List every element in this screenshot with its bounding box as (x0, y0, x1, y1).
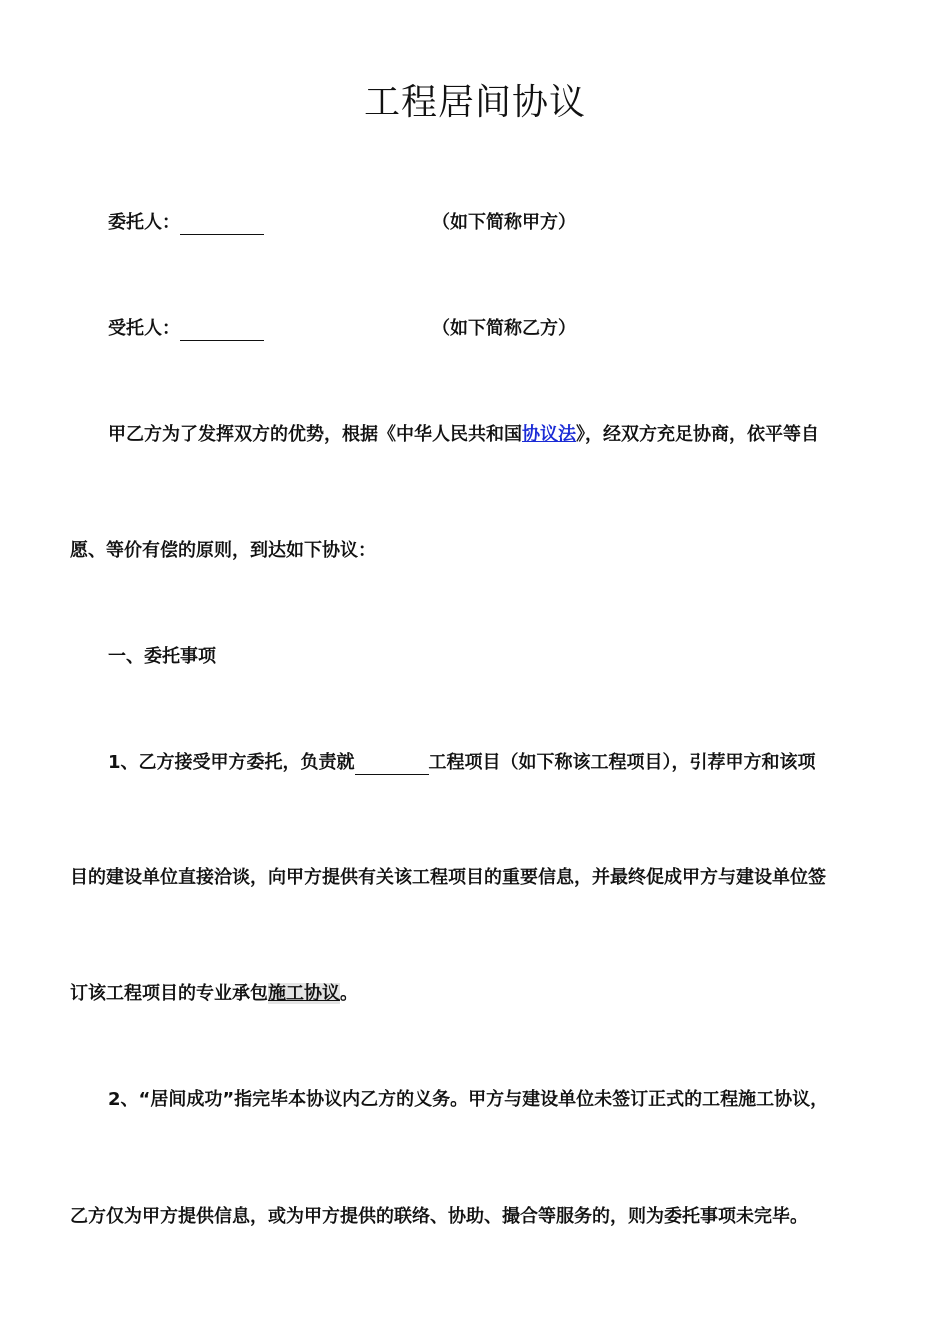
party-b-blank (180, 320, 264, 341)
item-2-line-1: 2、“居间成功”指完毕本协议内乙方的义务。甲方与建设单位未签订正式的工程施工协议， (108, 1089, 829, 1110)
intro-text-2: 》，经双方充足协商，依平等自 (576, 424, 819, 445)
item-1-line-2: 目的建设单位直接洽谈，向甲方提供有关该工程项目的重要信息，并最终促成甲方与建设单位签 (70, 867, 826, 888)
intro-line-1 (108, 423, 819, 447)
party-b-row (108, 317, 264, 341)
item-1-line-1 (108, 751, 816, 775)
party-a-blank (180, 214, 264, 235)
item-1-line-3-text: 订该工程项目的专业承包 (70, 983, 268, 1004)
party-a-label: 委托人： (108, 212, 180, 233)
intro-line-2: 愿、等价有偿的原则，到达如下协议： (70, 540, 376, 561)
party-a-note: （如下简称甲方） (432, 212, 576, 233)
document-title: 工程居间协议 (363, 82, 586, 123)
intro-text-1: 甲乙方为了发挥双方的优势，根据《中华人民共和国 (108, 424, 522, 445)
party-b-label: 受托人： (108, 318, 180, 339)
item-1-line-3-end: 。 (340, 983, 358, 1004)
party-a-row (108, 211, 264, 235)
item-1-line-3 (70, 982, 358, 1006)
project-name-blank (355, 754, 429, 775)
construction-contract-highlight: 施工协议 (268, 983, 340, 1004)
contract-law-link[interactable]: 协议法 (522, 424, 576, 445)
item-2-line-2: 乙方仅为甲方提供信息，或为甲方提供的联络、协助、撮合等服务的，则为委托事项未完毕。 (70, 1206, 808, 1227)
party-b-note: （如下简称乙方） (432, 318, 576, 339)
item-1-text-1: 1、乙方接受甲方委托，负责就 (108, 752, 355, 773)
item-1-text-2: 工程项目（如下称该工程项目），引荐甲方和该项 (428, 752, 816, 773)
section-1-heading: 一、委托事项 (108, 646, 216, 667)
